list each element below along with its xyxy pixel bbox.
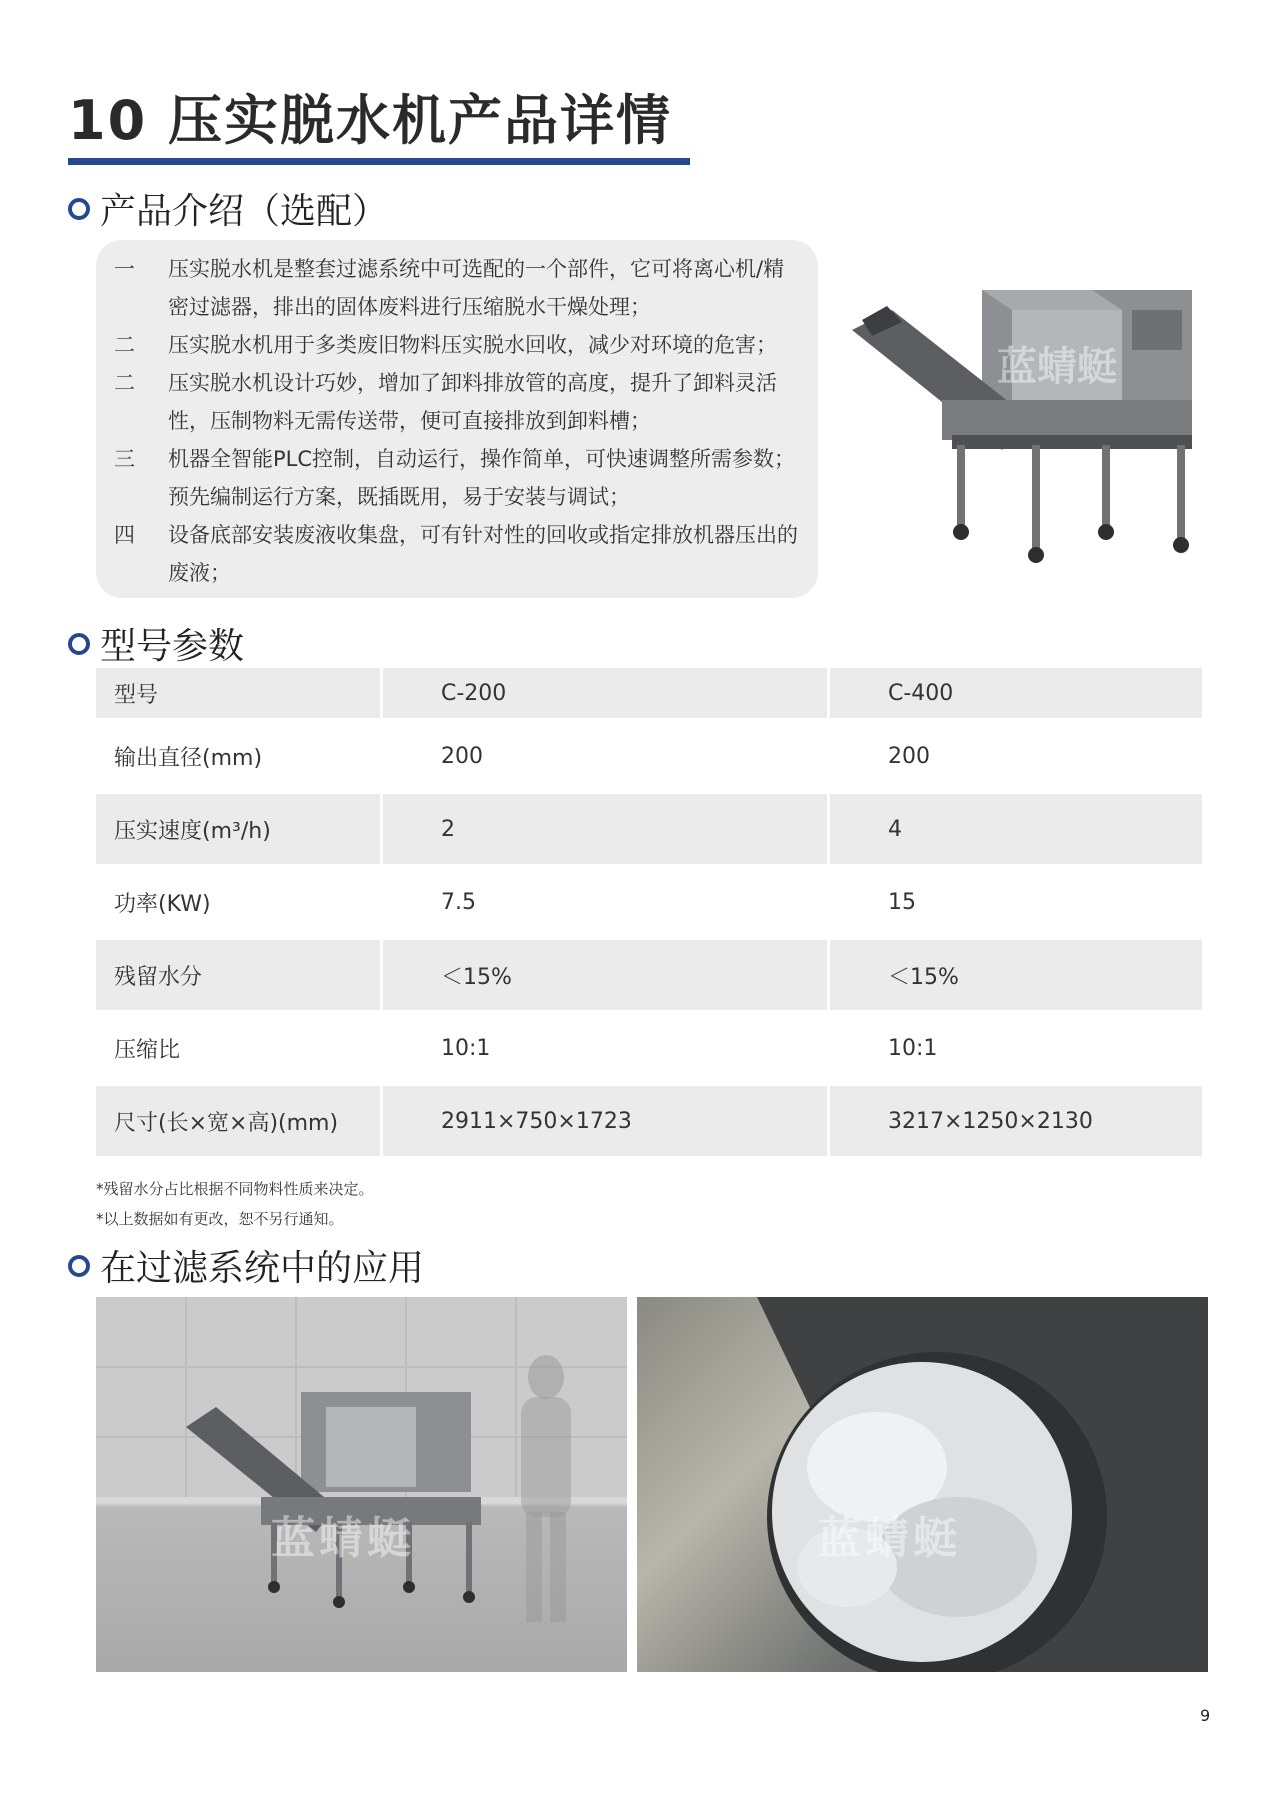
spec-value-c400: 10:1 [830,1013,1202,1083]
spec-label: 压实速度(m³/h) [96,794,380,864]
spec-value-c200: 10:1 [383,1013,827,1083]
spec-value-c200: 7.5 [383,867,827,937]
spec-value-c200: 2911×750×1723 [383,1086,827,1156]
section-heading-specs [68,618,244,669]
intro-item-text: 机器全智能PLC控制，自动运行，操作简单，可快速调整所需参数；预先编制运行方案，既插既用，易于安装与调试； [168,447,796,509]
spec-label: 压缩比 [96,1013,380,1083]
footnote: *以上数据如有更改，恕不另行通知。 [96,1210,344,1228]
spec-label: 残留水分 [96,940,380,1010]
table-row [96,668,1202,718]
table-row [96,721,1202,791]
table-row [96,1013,1202,1083]
table-row [96,867,1202,937]
compressed-cake-image [637,1297,1208,1672]
application-photo-machine [96,1297,627,1672]
intro-item [114,364,798,440]
page-title: 10 压实脱水机产品详情 [68,89,672,152]
spec-label: 功率(KW) [96,867,380,937]
spec-value-c400: ＜15% [830,940,1202,1010]
table-row [96,1086,1202,1156]
intro-item-text: 压实脱水机设计巧妙，增加了卸料排放管的高度，提升了卸料灵活性，压制物料无需传送带，便可直接排放到卸料槽； [168,371,777,433]
spec-value-c200: 2 [383,794,827,864]
intro-item [114,516,798,592]
intro-item-text: 设备底部安装废液收集盘，可有针对性的回收或指定排放机器压出的废液； [168,523,798,585]
circle-bullet-icon [68,1255,90,1277]
spec-value-c400: C-400 [830,668,1202,718]
intro-item-text: 压实脱水机是整套过滤系统中可选配的一个部件，它可将离心机/精密过滤器，排出的固体废料进行压缩脱水干燥处理； [168,257,785,319]
table-row [96,940,1202,1010]
table-row [96,794,1202,864]
spec-label: 型号 [96,668,380,718]
spec-value-c400: 4 [830,794,1202,864]
application-photo-compressed-material [637,1297,1208,1672]
section-heading-intro [68,183,388,234]
spec-value-c200: ＜15% [383,940,827,1010]
intro-item [114,440,798,516]
intro-box [96,240,818,598]
section-heading-application [68,1240,424,1291]
spec-value-c400: 3217×1250×2130 [830,1086,1202,1156]
intro-item [114,326,798,364]
spec-label: 尺寸(长×宽×高)(mm) [96,1086,380,1156]
spec-value-c400: 200 [830,721,1202,791]
intro-item-number: 一 [114,257,135,281]
spec-table [93,665,1205,1159]
intro-item [114,250,798,326]
watermark-text: 蓝蜻蜓 [997,344,1117,390]
page-number: 9 [1200,1706,1211,1725]
watermark-text: 蓝蜻蜓 [271,1513,415,1564]
spec-value-c400: 15 [830,867,1202,937]
watermark-text: 蓝蜻蜓 [817,1513,961,1564]
spec-value-c200: 200 [383,721,827,791]
intro-item-number: 二 [114,333,135,357]
title-underline [68,158,690,165]
footnote: *残留水分占比根据不同物料性质来决定。 [96,1180,374,1198]
section-heading-text: 产品介绍（选配） [100,191,389,232]
circle-bullet-icon [68,633,90,655]
intro-item-number: 三 [114,447,135,471]
section-heading-text: 型号参数 [100,626,245,667]
spec-label: 输出直径(mm) [96,721,380,791]
circle-bullet-icon [68,198,90,220]
spec-value-c200: C-200 [383,668,827,718]
intro-item-text: 压实脱水机用于多类废旧物料压实脱水回收，减少对环境的危害； [168,333,777,357]
machine-scene-image [96,1297,627,1672]
intro-item-number: 四 [114,523,135,547]
section-heading-text: 在过滤系统中的应用 [100,1248,425,1289]
intro-item-number: 二 [114,371,135,395]
compactor-machine-image [832,270,1212,570]
